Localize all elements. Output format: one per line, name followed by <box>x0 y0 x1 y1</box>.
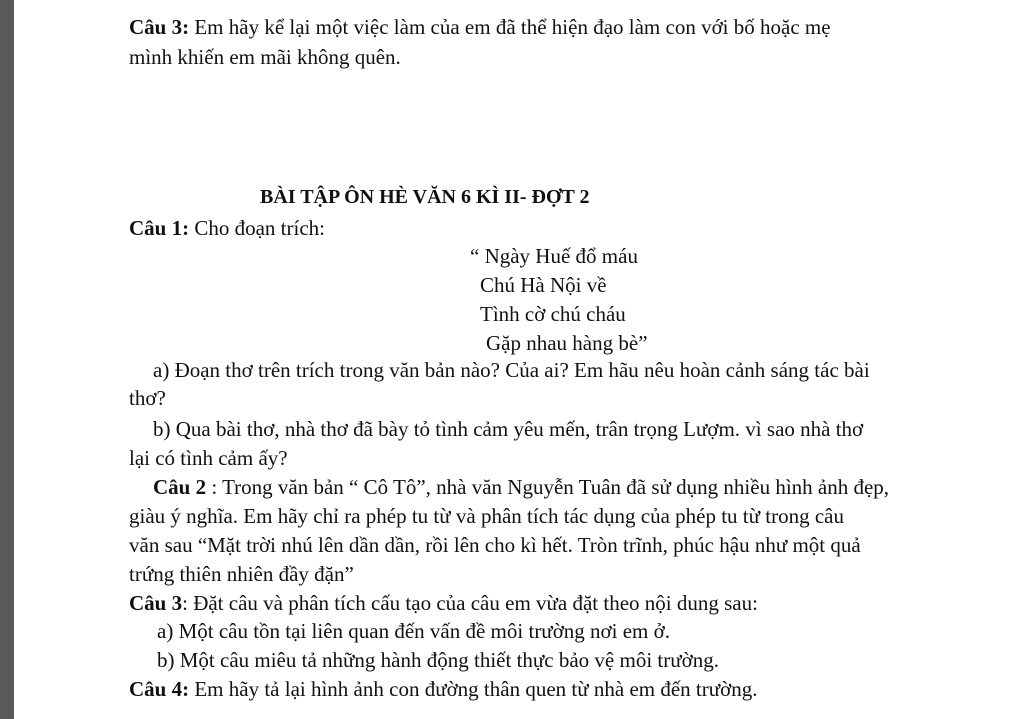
q1-label: Câu 1: <box>129 216 190 240</box>
intro-line-2: mình khiến em mãi không quên. <box>129 45 401 69</box>
q2-line-4: trứng thiên nhiên đầy đặn” <box>129 562 354 586</box>
q1-text: Cho đoạn trích: <box>189 216 325 240</box>
q1-a-line-2: thơ? <box>129 386 166 410</box>
q1-heading <box>129 216 325 240</box>
q1-a-line-1: a) Đoạn thơ trên trích trong văn bản nào? Của ai? Em hãu nêu hoàn cảnh sáng tác bài <box>153 358 870 382</box>
document-page <box>14 0 1024 719</box>
q4-text: Em hãy tả lại hình ảnh con đường thân quen từ nhà em đến trường. <box>189 677 758 701</box>
q3-heading <box>129 591 758 615</box>
poem-line-2: Chú Hà Nội về <box>480 273 607 297</box>
intro-line-1 <box>129 15 831 39</box>
q4-label: Câu 4: <box>129 677 190 701</box>
q2-text-1: : Trong văn bản “ Cô Tô”, nhà văn Nguyễn Tuân đã sử dụng nhiều hình ảnh đẹp, <box>206 475 890 499</box>
page-title: BÀI TẬP ÔN HÈ VĂN 6 KÌ II- ĐỢT 2 <box>260 186 590 208</box>
q4-line <box>129 677 758 701</box>
q2-line-2: giàu ý nghĩa. Em hãy chỉ ra phép tu từ và phân tích tác dụng của phép tu từ trong câu <box>129 504 844 528</box>
q3-text: : Đặt câu và phân tích cấu tạo của câu em vừa đặt theo nội dung sau: <box>182 591 758 615</box>
q3-b: b) Một câu miêu tả những hành động thiết thực bảo vệ môi trường. <box>157 648 719 672</box>
q2-line-1 <box>153 475 889 499</box>
q2-label: Câu 2 <box>153 475 207 499</box>
poem-line-3: Tình cờ chú cháu <box>480 302 626 326</box>
poem-line-1: “ Ngày Huế đổ máu <box>470 244 638 268</box>
intro-text-1: Em hãy kể lại một việc làm của em đã thể hiện đạo làm con với bố hoặc mẹ <box>189 15 831 39</box>
intro-label: Câu 3: <box>129 15 190 39</box>
q3-label: Câu 3 <box>129 591 183 615</box>
poem-line-4: Gặp nhau hàng bè” <box>486 331 648 355</box>
q3-a: a) Một câu tồn tại liên quan đến vấn đề môi trường nơi em ở. <box>157 619 670 643</box>
q1-b-line-2: lại có tình cảm ấy? <box>129 446 288 470</box>
q1-b-line-1: b) Qua bài thơ, nhà thơ đã bày tỏ tình cảm yêu mến, trân trọng Lượm. vì sao nhà thơ <box>153 417 864 441</box>
q2-line-3: văn sau “Mặt trời nhú lên dần dần, rồi lên cho kì hết. Tròn trĩnh, phúc hậu như một quả <box>129 533 861 557</box>
